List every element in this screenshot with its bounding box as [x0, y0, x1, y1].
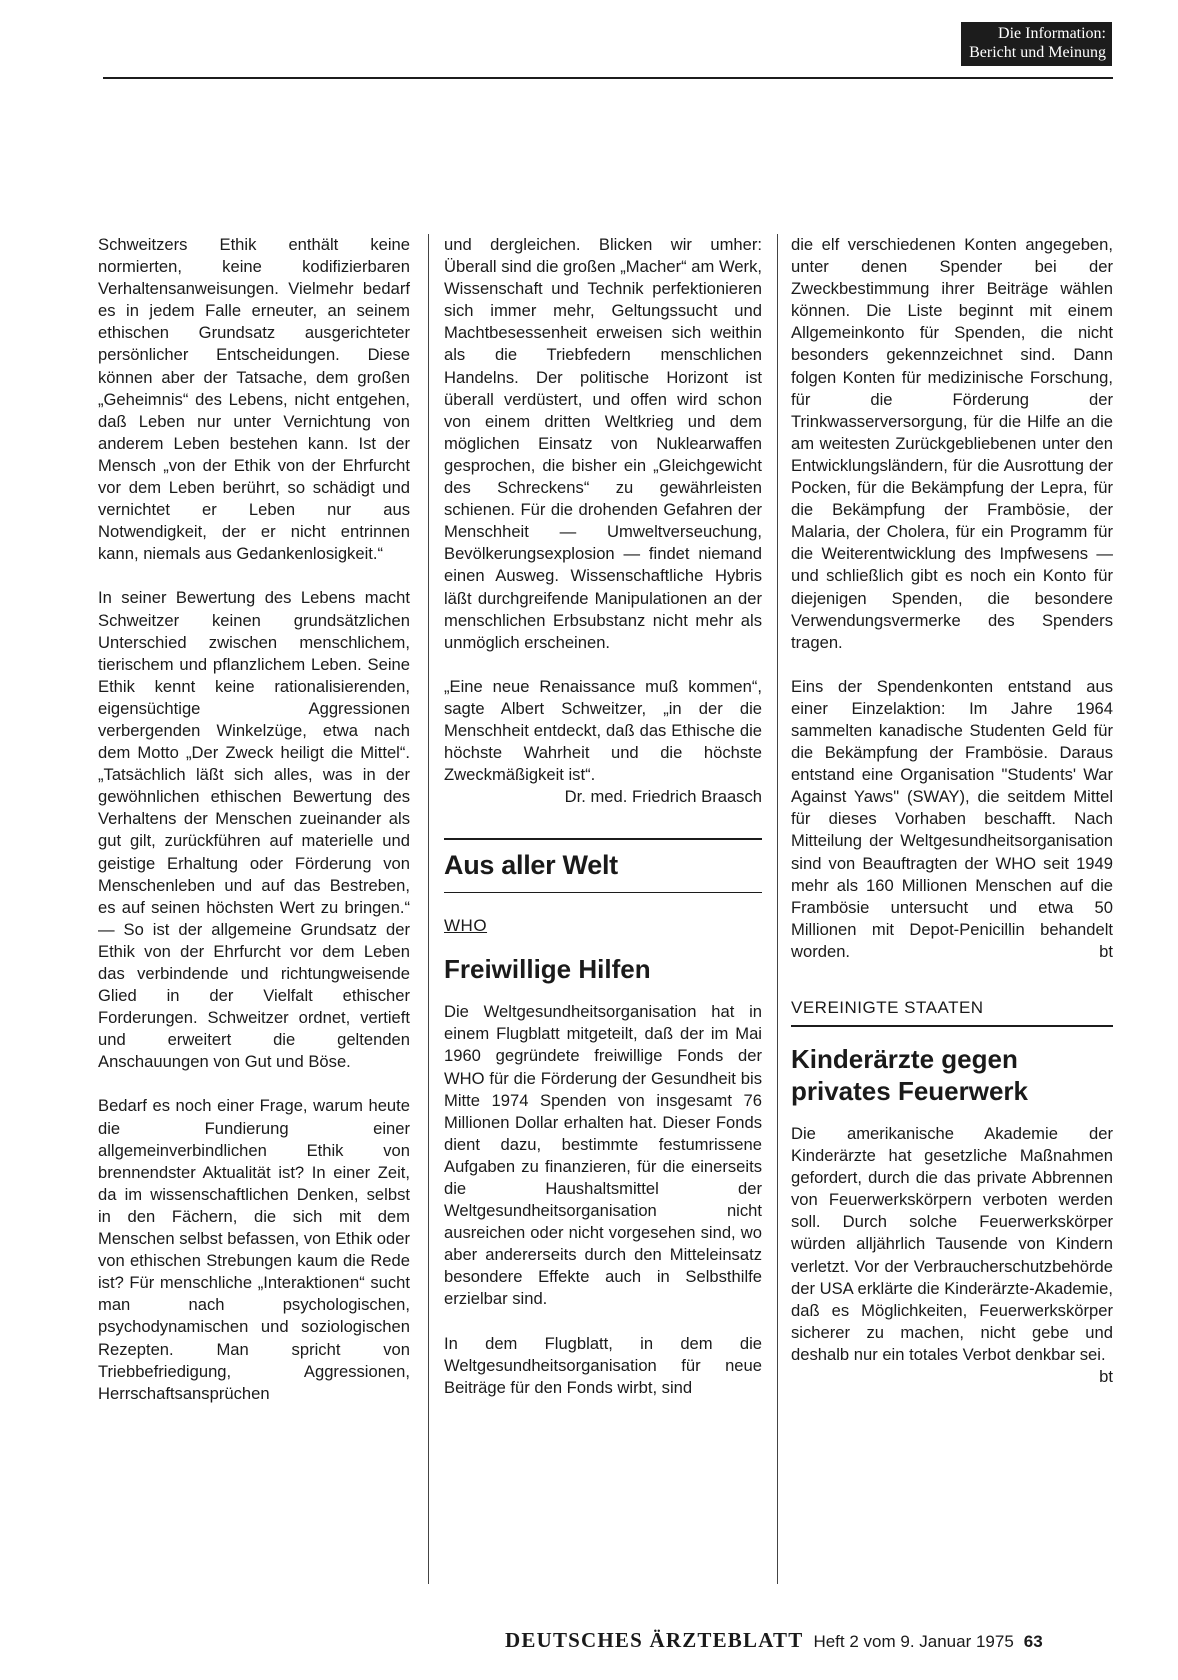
col2-paragraph-1: und dergleichen. Blicken wir umher: Überall sind die großen „Macher“ am Werk, Wissenschaft und Technik perfektionieren sich immer mehr, Geltungssucht und Machtbesessenheit erweisen sich weithin als die Triebfedern menschlichen Handelns. Der politische Horizont ist überall verdüstert, und offen wird schon von einem dritten Weltkrieg und dem möglichen Einsatz von Nuklearwaffen gesprochen, die bisher ein „Gleichgewicht des Schreckens“ zu gewährleisten schienen. Für die drohenden Gefahren der Menschheit — Umweltverseuchung, Bevölkerungsexplosion — findet niemand einen Ausweg. Wissenschaftliche Hybris läßt durchgreifende Manipulationen an der menschlichen Erbsubstanz nicht mehr als unmöglich erscheinen.	[444, 235, 762, 652]
col1-paragraph-3: Bedarf es noch einer Frage, warum heute die Fundierung einer allgemeinverbindlichen Ethik von brennendster Aktualität ist? In einer Zeit, da im wissenschaftlichen Denken, selbst in den Fächern, die sich mit dem Menschen selbst befassen, von Ethik oder von ethischen Strebungen kaum die Rede ist? Für menschliche „Interaktionen“ sucht man nach psychologischen, psychodynamischen und soziologischen Rezepten. Man spricht von Triebbefriedigung, Aggressionen, Herrschaftsansprüchen	[98, 1096, 410, 1403]
kicker-vereinigte-staaten: VEREINIGTE STAATEN	[791, 997, 1113, 1027]
col2-paragraph-3: Die Weltgesundheitsorganisation hat in einem Flugblatt mitgeteilt, daß der im Mai 1960 gegründete freiwillige Fonds der WHO für die Förderung der Gesundheit bis Mitte 1974 Spenden von insgesamt 76 Millionen Dollar erhalten hat. Dieser Fonds dient dazu, bestimmte festumrissene Aufgaben zu finanzieren, für die einerseits die Haushaltsmittel der Weltgesundheitsorganisation nicht ausreichen oder nicht vorgesehen sind, wo aber andererseits durch den Mitteleinsatz besondere Effekte auch in Selbsthilfe erzielbar sind.	[444, 1002, 762, 1309]
page-number: 63	[1023, 1632, 1043, 1651]
column-divider-2	[777, 234, 778, 1584]
article-author: Dr. med. Friedrich Braasch	[564, 787, 762, 807]
col3-paragraph-3-text: Die amerikanische Akademie der Kinderärzte hat gesetzliche Maßnahmen gefordert, durch die das private Abbrennen von Feuerwerkskörpern verboten werden soll. Durch solche Feuerwerkskörper würden alljährlich Tausende von Kindern verletzt. Vor der Verbraucherschutzbehörde der USA erklärte die Kinderärzte-Akademie, daß es Möglichkeiten, Feuerwerkskörper sicherer zu machen, nicht gebe und deshalb nur ein totales Verbot denkbar sei.	[791, 1124, 1113, 1364]
column-1	[98, 234, 410, 1405]
col3-paragraph-2	[791, 676, 1113, 963]
col2-paragraph-4: In dem Flugblatt, in dem die Weltgesundheitsorganisation für neue Beiträge für den Fonds wirbt, sind	[444, 1333, 762, 1397]
col3-paragraph-3	[791, 1123, 1113, 1387]
column-3	[791, 234, 1113, 1388]
section-title: Aus aller Welt	[444, 850, 618, 881]
col1-paragraph-1: Schweitzers Ethik enthält keine normierten, keine kodifizierbaren Verhaltensanweisungen. Vielmehr bedarf es in jedem Falle erneuter, an seinem ethischen Grundsatz ausgerichteter persönlicher Entscheidungen. Diese können aber der Tatsache, dem großen „Geheimnis“ des Lebens, nicht entgehen, daß Leben nur unter Vernichtung von anderem Leben bestehen kann. Ist der Mensch „von der Ethik von der Ehrfurcht vor dem Leben berührt, so schädigt und vernichtet er Leben nur aus Notwendigkeit, der er nicht entrinnen kann, niemals aus Gedankenlosigkeit.“	[98, 235, 410, 564]
section-header-box	[961, 22, 1112, 66]
col3-paragraph-2-text: Eins der Spendenkonten entstand aus einer Einzelaktion: Im Jahre 1964 sammelten kanadische Studenten Geld für die Bekämpfung der Frambösie. Daraus entstand eine Organisation "Students' War Against Yaws" (SWAY), die seitdem Mittel für dieses Vorhaben beschafft. Nach Mitteilung der Weltgesundheitsorganisation sind von Beauftragten der WHO seit 1949 mehr als 160 Millionen Menschen auf die Frambösie untersucht und etwa 50 Millionen mit Depot-Penicillin behandelt worden.	[791, 676, 1113, 961]
column-2	[444, 234, 762, 1399]
headline-kinderaerzte: Kinderärzte gegen privates Feuerwerk	[791, 1044, 1029, 1106]
header-line-1: Die Information:	[998, 25, 1106, 42]
magazine-name: DEUTSCHES ÄRZTEBLATT	[505, 1628, 804, 1652]
signature-bt-2: bt	[1099, 1367, 1113, 1387]
header-rule	[103, 77, 1113, 79]
section-rule-top	[444, 838, 762, 840]
section-rule-bottom	[444, 892, 762, 893]
page-footer	[505, 1628, 1043, 1653]
headline-freiwillige-hilfen: Freiwillige Hilfen	[444, 954, 651, 985]
col3-paragraph-1: die elf verschiedenen Konten angegeben, unter denen Spender bei der Zweckbestimmung ihrer Beiträge wählen können. Die Liste beginnt mit einem Allgemeinkonto für Spenden, die nicht besonders gekennzeichnet sind. Dann folgen Konten für medizinische Forschung, für die Förderung der Trinkwasserversorgung, für die Hilfe an die am weitesten Zurückgebliebenen unter den Entwicklungsländern, für die Ausrottung der Pocken, für die Bekämpfung der Lepra, für die Bekämpfung der Frambösie, der Malaria, der Cholera, für ein Programm für die Weiterentwicklung des Impfwesens — und schließlich gibt es noch ein Konto für diejenigen Spenden, die besondere Verwendungsvermerke des Spenders tragen.	[791, 235, 1113, 652]
col1-paragraph-2: In seiner Bewertung des Lebens macht Schweitzer keinen grundsätzlichen Unterschied zwischen menschlichem, tierischem und pflanzlichem Leben. Seine Ethik kennt keine rationalisierenden, eigensüchtige Aggressionen verbergenden Winkelzüge, etwa nach dem Motto „Der Zweck heiligt die Mittel“. „Tatsächlich läßt sich alles, was in der gewöhnlichen ethischen Bewertung des Verhaltens der Menschen zueinander als gut gilt, zurückführen auf materielle und geistige Erhaltung oder Förderung von Menschenleben und auf das Bestreben, es auf seinen höchsten Wert zu bringen.“ — So ist der allgemeine Grundsatz der Ethik von der Ehrfurcht vor dem Leben das verbindende und richtungweisende Glied in der Vielfalt ethischer Forderungen. Schweitzer ordnet, vertieft und erweitert die geltenden Anschauungen von Gut und Böse.	[98, 588, 410, 1072]
issue-info: Heft 2 vom 9. Januar 1975	[813, 1632, 1014, 1651]
kicker-who: WHO	[444, 916, 488, 936]
quote-text: „Eine neue Renaissance muß kommen“, sagte Albert Schweitzer, „in der die Menschheit entdeckt, daß das Ethische die höchste Wahrheit und die höchste Zweckmäßigkeit ist“.	[444, 676, 762, 785]
column-divider-1	[428, 234, 429, 1584]
col2-paragraph-2	[444, 676, 762, 807]
header-line-2: Bericht und Meinung	[969, 44, 1106, 61]
signature-bt-1: bt	[1099, 941, 1113, 961]
